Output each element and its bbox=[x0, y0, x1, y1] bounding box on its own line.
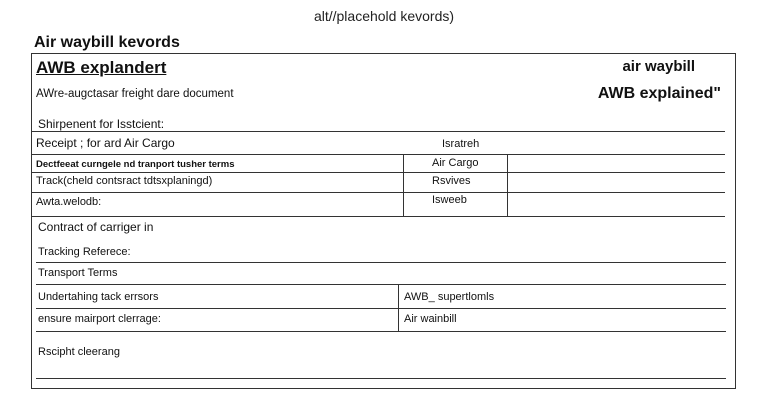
table-cell-value: Rsvives bbox=[432, 175, 471, 187]
bottom-row-value: AWB_ supertlomls bbox=[404, 291, 495, 303]
table-cell-value: Air Cargo bbox=[432, 157, 479, 169]
footer-label: Rscipht cleerang bbox=[38, 346, 120, 358]
divider bbox=[32, 192, 725, 193]
column-divider bbox=[398, 284, 399, 331]
bottom-row-label: Undertahing tack errsors bbox=[38, 291, 159, 303]
divider bbox=[32, 172, 725, 173]
document-subtitle: AWre-augctasar freight dare document bbox=[36, 88, 234, 100]
tracking-label: Tracking Referece: bbox=[38, 246, 131, 258]
divider bbox=[36, 284, 726, 285]
table-cell-label: Awta.welodb: bbox=[36, 196, 102, 208]
awb-document bbox=[31, 53, 736, 389]
receipt-label: Receipt ; for ard Air Cargo bbox=[36, 136, 175, 150]
divider bbox=[36, 262, 726, 263]
table-cell-label: Dectfeeat curngele nd tranport tusher terms bbox=[36, 159, 235, 170]
page-heading: Air waybill kevords bbox=[34, 34, 180, 51]
right-label-top: air waybill bbox=[622, 58, 695, 75]
image-caption: alt//placehold kevords) bbox=[313, 8, 455, 24]
divider bbox=[32, 131, 725, 132]
divider bbox=[36, 331, 726, 332]
right-label-main: AWB explained" bbox=[597, 85, 721, 102]
divider bbox=[32, 216, 725, 217]
document-title: AWB explandert bbox=[36, 58, 167, 77]
receipt-value: Isratreh bbox=[442, 138, 480, 150]
contract-label: Contract of carriger in bbox=[38, 220, 154, 234]
divider bbox=[36, 378, 726, 379]
column-divider bbox=[507, 154, 508, 216]
column-divider bbox=[403, 154, 404, 216]
table-cell-value: Isweeb bbox=[432, 194, 467, 206]
bottom-row-label: ensure mairport clerrage: bbox=[38, 313, 161, 325]
bottom-row-value: Air wainbill bbox=[404, 313, 457, 325]
divider bbox=[36, 308, 726, 309]
shipment-label: Shirpenent for Isstcient: bbox=[38, 117, 165, 131]
divider bbox=[32, 154, 725, 155]
table-cell-label: Track(cheld contsract tdtsxplaningd) bbox=[36, 175, 213, 187]
transport-label: Transport Terms bbox=[38, 267, 118, 279]
